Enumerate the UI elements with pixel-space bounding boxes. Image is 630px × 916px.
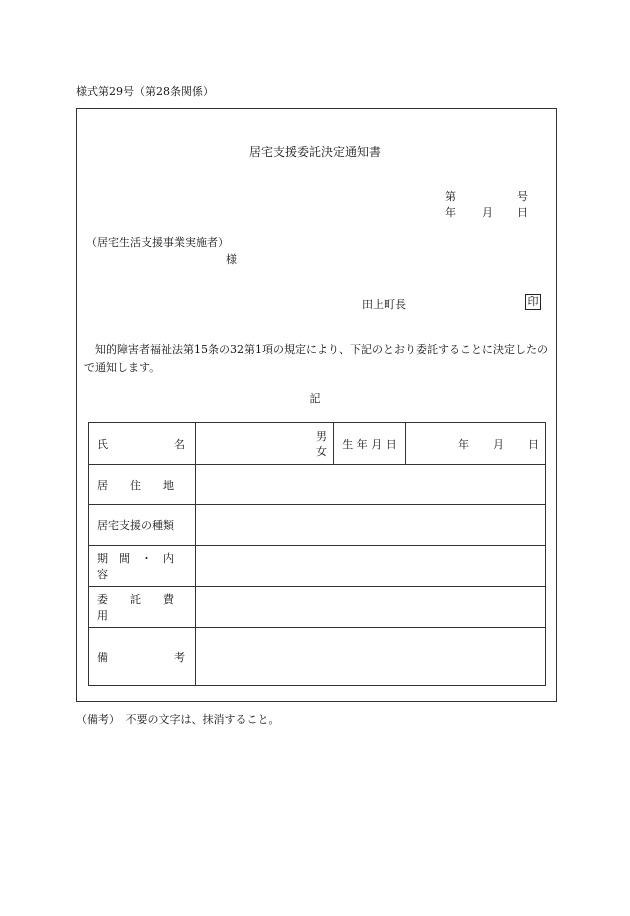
cost-label-cell [89, 587, 196, 628]
period-value-cell [196, 546, 546, 587]
row-name [89, 423, 546, 465]
address-label-cell [89, 465, 196, 505]
dob-day: 日 [528, 437, 539, 451]
cost-value-cell [196, 587, 546, 628]
address-label: 居 住 地 [97, 478, 174, 492]
ref-go: 号 [517, 190, 528, 203]
notice-body: 知的障害者福祉法第15条の32第1項の規定により、下記のとおり委託することに決定したので通知します。 [84, 343, 548, 374]
ki-heading: 記 [309, 392, 321, 405]
address-value-cell [196, 465, 546, 505]
row-support-type [89, 505, 546, 546]
remarks-value-cell [196, 628, 546, 686]
sex-male: 男 [316, 429, 327, 443]
date-year: 年 [445, 206, 456, 219]
dob-month: 月 [493, 437, 504, 451]
document-title: 居宅支援委託決定通知書 [248, 145, 381, 159]
remarks-label: 備 考 [97, 650, 185, 664]
addressee-honorific: 様 [226, 253, 237, 266]
row-address [89, 465, 546, 505]
period-label: 期 間 ・ 内 容 [97, 552, 185, 581]
dob-value-cell [406, 423, 546, 465]
name-label: 氏 名 [97, 437, 185, 451]
row-cost [89, 587, 546, 628]
period-label-cell [89, 546, 196, 587]
dob-label-cell [334, 423, 406, 465]
ref-dai: 第 [445, 190, 456, 203]
form-number: 様式第29号（第28条関係） [76, 85, 214, 98]
dob-year: 年 [458, 437, 469, 451]
row-period [89, 546, 546, 587]
sex-cell [196, 423, 334, 465]
dob-label: 生 年 月 日 [342, 437, 397, 451]
sex-female: 女 [316, 444, 327, 458]
date-day: 日 [517, 206, 528, 219]
footnote: （備考） 不要の文字は、抹消すること。 [76, 713, 280, 726]
name-label-cell [89, 423, 196, 465]
remarks-label-cell [89, 628, 196, 686]
seal-mark: 印 [525, 294, 541, 310]
addressee-name: （居宅生活支援事業実施者） [86, 236, 229, 249]
sender-name: 田上町長 [362, 298, 406, 311]
detail-table [88, 422, 546, 686]
cost-label: 委 託 費 用 [97, 593, 196, 622]
date-month: 月 [482, 206, 493, 219]
support-type-label: 居宅支援の種類 [97, 519, 174, 532]
support-type-value-cell [196, 505, 546, 546]
support-type-label-cell [89, 505, 196, 546]
row-remarks [89, 628, 546, 686]
